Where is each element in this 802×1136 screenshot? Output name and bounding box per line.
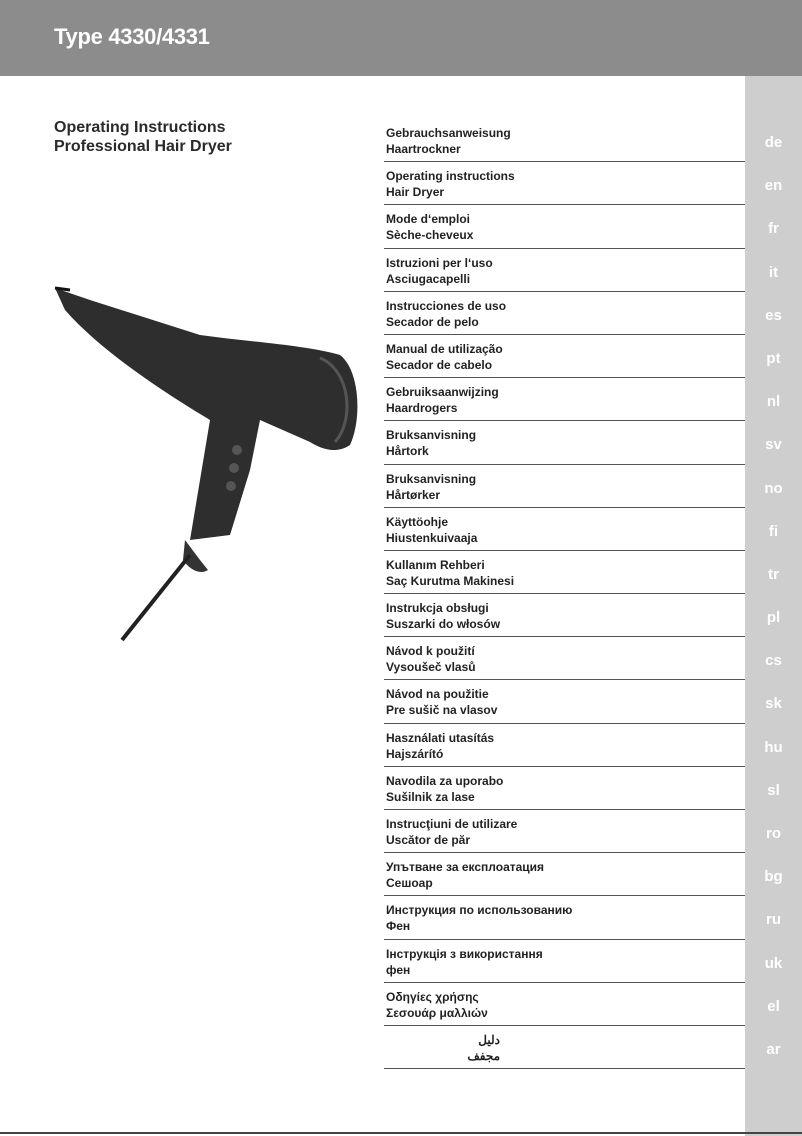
language-code: sl bbox=[767, 781, 780, 799]
list-item: Gebrauchsanweisung Haartrockner bbox=[384, 119, 745, 162]
language-code: ar bbox=[766, 1040, 781, 1058]
list-item: Istruzioni per l‘uso Asciugacapelli bbox=[384, 249, 745, 292]
language-code: de bbox=[764, 134, 783, 151]
list-item: Bruksanvisning Hårtork bbox=[384, 421, 745, 464]
language-code: ru bbox=[766, 911, 781, 929]
list-item: Navodila za uporabo Sušilnik za lase bbox=[384, 767, 745, 810]
list-item: Οδηγίες χρήσης Σεσουάρ μαλλιών bbox=[384, 983, 745, 1026]
language-code: sv bbox=[765, 436, 782, 454]
bottom-divider bbox=[0, 1132, 802, 1134]
list-item: Kullanım Rehberi Saç Kurutma Makinesi bbox=[384, 551, 745, 594]
language-code: ro bbox=[766, 825, 781, 842]
document-title bbox=[54, 118, 232, 156]
list-item: Operating instructions Hair Dryer bbox=[384, 162, 745, 205]
language-code: bg bbox=[764, 868, 783, 886]
language-list bbox=[384, 119, 745, 1069]
list-item: Käyttöohje Hiustenkuivaaja bbox=[384, 508, 745, 551]
language-code: el bbox=[767, 997, 780, 1015]
list-item: Instrucciones de uso Secador de pelo bbox=[384, 292, 745, 335]
language-code: it bbox=[768, 263, 779, 281]
document-title-line1: Operating Instructions bbox=[54, 119, 226, 136]
language-code: pl bbox=[766, 609, 781, 627]
list-item: دليل مجفف bbox=[384, 1026, 745, 1069]
language-code: fr bbox=[768, 220, 779, 238]
page-title: Type 4330/4331 bbox=[54, 24, 210, 49]
list-item: Instrukcja obsługi Suszarki do włosów bbox=[384, 594, 745, 637]
list-item: Návod na použitie Pre sušič na vlasov bbox=[384, 680, 745, 723]
language-code: no bbox=[764, 479, 783, 497]
list-item: Instrucţiuni de utilizare Uscător de păr bbox=[384, 810, 745, 853]
language-code: uk bbox=[764, 954, 783, 972]
list-item: Инструкция по использованию Фен bbox=[384, 896, 745, 939]
language-codes bbox=[745, 119, 802, 1069]
language-code: fi bbox=[768, 522, 779, 540]
language-code: hu bbox=[764, 738, 783, 756]
language-code: sk bbox=[765, 695, 782, 713]
list-item: Bruksanvisning Hårtørker bbox=[384, 465, 745, 508]
language-code: es bbox=[765, 306, 782, 324]
language-code: pt bbox=[766, 349, 781, 367]
language-code: cs bbox=[765, 652, 782, 670]
list-item: Návod k použití Vysoušeč vlasů bbox=[384, 637, 745, 680]
list-item: Інструкція з використання фен bbox=[384, 940, 745, 983]
language-code: tr bbox=[768, 565, 779, 583]
language-code: en bbox=[764, 177, 783, 195]
document-title-line2: Professional Hair Dryer bbox=[54, 138, 232, 155]
language-code: nl bbox=[766, 393, 781, 411]
list-item: Упътване за експлоатация Сешоар bbox=[384, 853, 745, 896]
hair-dryer-icon bbox=[50, 270, 370, 650]
header-bar bbox=[0, 0, 802, 76]
list-item: Gebruiksaanwijzing Haardrogers bbox=[384, 378, 745, 421]
list-item: Manual de utilização Secador de cabelo bbox=[384, 335, 745, 378]
list-item: Használati utasítás Hajszárító bbox=[384, 724, 745, 767]
list-item: Mode d‘emploi Sèche-cheveux bbox=[384, 205, 745, 248]
